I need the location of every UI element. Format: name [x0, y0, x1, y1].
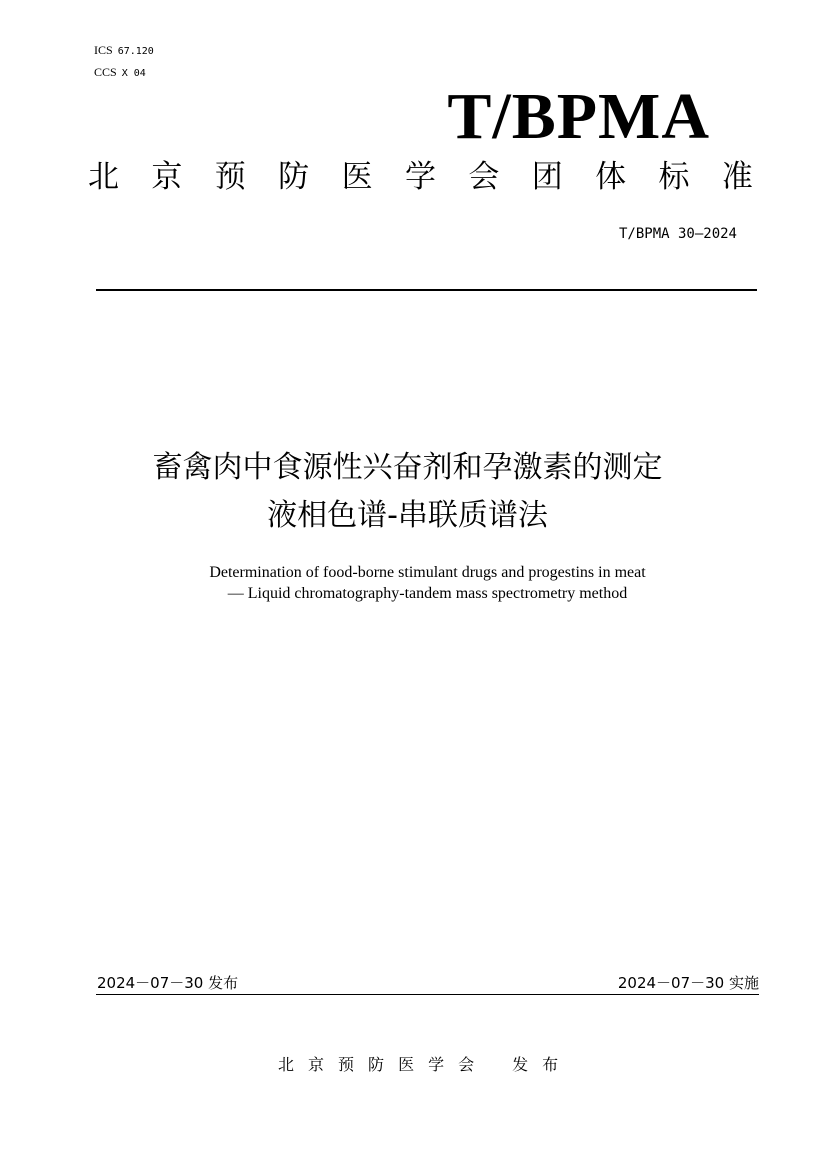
organization-standard-name: 北 京 预 防 医 学 会 团 体 标 准	[88, 159, 753, 195]
english-title-line-1: Determination of food-borne stimulant drugs and progestins in meat	[209, 564, 646, 581]
classification-codes	[94, 40, 154, 84]
publish-action: 发 布	[512, 1055, 559, 1074]
issue-date: 2024－07－30 发布	[97, 974, 239, 992]
standard-logo: T/BPMA	[447, 80, 710, 153]
document-number: T/BPMA 30—2024	[618, 226, 737, 242]
footer-divider	[96, 994, 759, 995]
header-divider	[96, 289, 757, 291]
english-title	[0, 562, 815, 604]
ics-code: ICS 67.120	[94, 43, 154, 57]
chinese-title	[0, 444, 815, 540]
publisher-line	[278, 1052, 572, 1075]
chinese-title-line-1: 畜禽肉中食源性兴奋剂和孕激素的测定	[152, 450, 663, 485]
implementation-date: 2024－07－30 实施	[617, 974, 759, 992]
chinese-title-line-2: 液相色谱-串联质谱法	[267, 498, 548, 533]
ccs-code: CCS X 04	[94, 65, 146, 79]
english-title-line-2: — Liquid chromatography-tandem mass spectrometry method	[227, 585, 628, 602]
publisher-name: 北 京 预 防 医 学 会	[278, 1055, 475, 1074]
